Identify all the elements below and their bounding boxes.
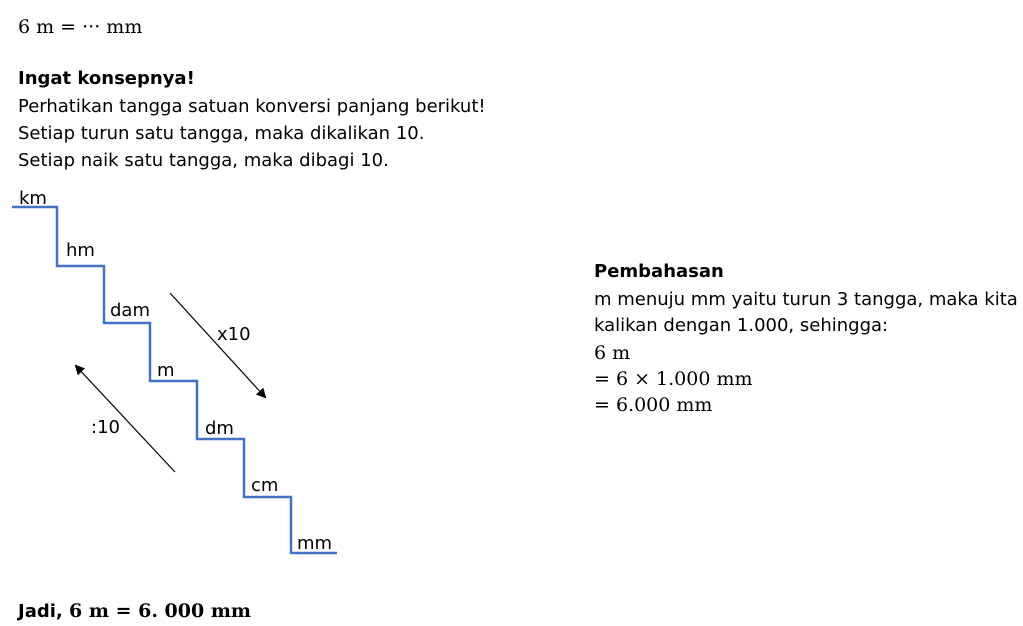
multiply-label: x10	[217, 324, 251, 345]
unit-label-cm: cm	[251, 475, 279, 496]
unit-label-dam: dam	[110, 300, 150, 321]
explanation-step-1: 6 m	[594, 342, 631, 364]
unit-label-hm: hm	[66, 240, 95, 261]
conclusion-equation: 6 m = 6. 000 mm	[69, 600, 252, 622]
explanation-line-1: m menuju mm yaitu turun 3 tangga, maka kita	[594, 289, 1018, 310]
unit-label-m: m	[157, 360, 175, 381]
explanation-step-3: = 6.000 mm	[594, 394, 713, 416]
concept-line-3: Setiap naik satu tangga, maka dibagi 10.	[18, 150, 389, 171]
concept-line-1: Perhatikan tangga satuan konversi panjang berikut!	[18, 96, 486, 117]
unit-label-dm: dm	[205, 418, 234, 439]
explanation-heading: Pembahasan	[594, 261, 724, 282]
question-equation: 6 m = ··· mm	[18, 16, 143, 38]
conclusion-prefix: Jadi,	[18, 601, 70, 622]
concept-heading: Ingat konsepnya!	[18, 68, 195, 89]
unit-label-km: km	[19, 188, 47, 209]
explanation-step-2: = 6 × 1.000 mm	[594, 368, 753, 390]
explanation-line-2: kalikan dengan 1.000, sehingga:	[594, 315, 889, 336]
concept-line-2: Setiap turun satu tangga, maka dikalikan 10.	[18, 123, 425, 144]
unit-label-mm: mm	[297, 533, 333, 554]
conclusion	[18, 599, 251, 624]
divide-label: :10	[91, 417, 120, 438]
